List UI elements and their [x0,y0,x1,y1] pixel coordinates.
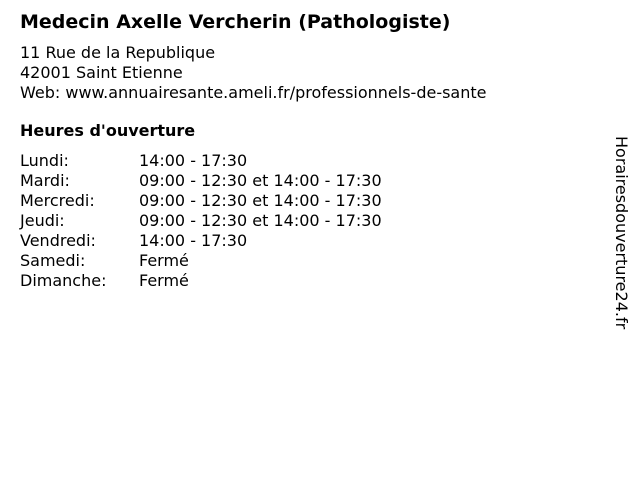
hours-row-vendredi [20,231,580,251]
site-watermark-label: Horairesdouverture24.fr [612,136,631,330]
day-label: Vendredi: [20,231,96,250]
day-label: Mardi: [20,171,70,190]
hours-row-mercredi [20,191,580,211]
hours-value: 14:00 - 17:30 [139,151,248,170]
listing-card [20,10,580,291]
hours-row-jeudi [20,211,580,231]
hours-value: Fermé [139,271,189,290]
hours-row-samedi [20,251,580,271]
hours-row-dimanche [20,271,580,291]
hours-row-mardi [20,171,580,191]
day-label: Mercredi: [20,191,95,210]
day-label: Dimanche: [20,271,107,290]
address-block [20,43,580,103]
hours-value: 14:00 - 17:30 [139,231,248,250]
hours-value: 09:00 - 12:30 et 14:00 - 17:30 [139,171,382,190]
hours-value: 09:00 - 12:30 et 14:00 - 17:30 [139,211,382,230]
hours-table [20,151,580,291]
hours-value: Fermé [139,251,189,270]
website-text: Web: www.annuairesante.ameli.fr/professionnels-de-sante [20,83,487,102]
day-label: Lundi: [20,151,69,170]
day-label: Jeudi: [20,211,65,230]
page-title: Medecin Axelle Vercherin (Pathologiste) [20,11,451,33]
hours-value: 09:00 - 12:30 et 14:00 - 17:30 [139,191,382,210]
city-address: 42001 Saint Etienne [20,63,183,82]
hours-heading: Heures d'ouverture [20,121,196,140]
day-label: Samedi: [20,251,86,270]
street-address: 11 Rue de la Republique [20,43,216,62]
hours-row-lundi [20,151,580,171]
